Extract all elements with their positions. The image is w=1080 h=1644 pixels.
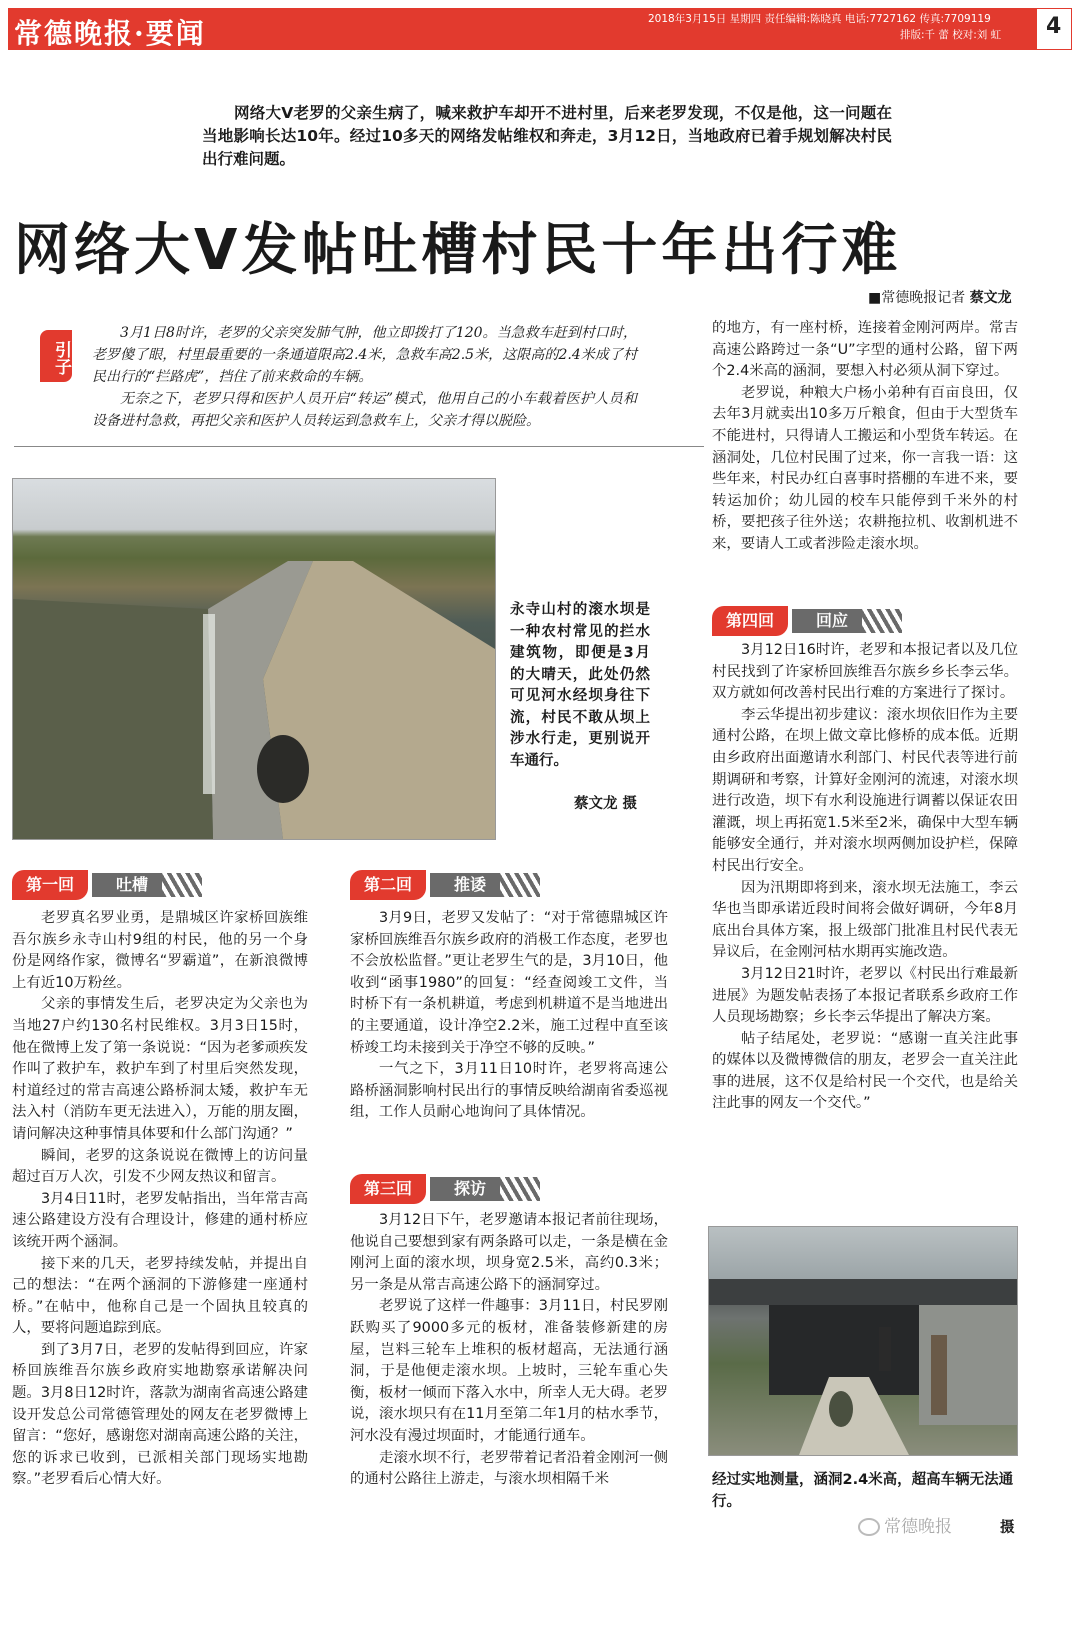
dam-photo (12, 478, 496, 840)
dam-photo-caption: 永寺山村的滚水坝是一种农村常见的拦水建筑物，即便是3月的大晴天，此处仍然可见河水经坝身往下流，村民不敢从坝上涉水行走，更别说开车通行。 (510, 602, 650, 769)
body-paragraph: 接下来的几天，老罗持续发帖，并提出自己的想法：“在两个涵洞的下游修建一座通村桥。”在帖中，他称自己是一个固执且较真的人，要将问题追踪到底。 (12, 1255, 308, 1337)
intro-paragraph: 3月1日8时许，老罗的父亲突发肺气肿，他立即拨打了120。当急救车赶到村口时，老罗傻了眼，村里最重要的一条通道限高2.4米，急救车高2.5米，这限高的2.4米成了村民出行的“拦路虎”，挡住了前来救命的车辆。 (92, 325, 637, 385)
body-paragraph: 老罗说了这样一件趣事：3月11日，村民罗刚跃购买了9000多元的板材，准备装修新建的房屋，岂料三轮车上堆积的板材超高，无法通行涵洞，于是他便走滚水坝。上坡时，三轮车重心失衡，板材一倾而下落入水中，所幸人无大碍。老罗说，滚水坝只有在11月至第二年1月的枯水季节，河水没有漫过坝面时，才能通行通车。 (350, 1298, 668, 1444)
issue-info-line2: 排版:千 蕾 校对:刘 虹 (900, 29, 1002, 41)
body-paragraph: 老罗说，种粮大户杨小弟种有百亩良田，仅去年3月就卖出10多万斤粮食，但由于大型货车不能进村，只得请人工搬运和小型货车转运。在涵洞处，几位村民围了过来，你一言我一语：这些年来，村民办红白喜事时搭棚的车进不来，要转运加价；幼儿园的校车只能停到千米外的村桥，要把孩子往外送；农耕拖拉机、收割机进不来，要请人工或者涉险走滚水坝。 (712, 384, 1018, 552)
section-tag-1 (12, 870, 212, 900)
body-paragraph: 的地方，有一座村桥，连接着金刚河两岸。常吉高速公路跨过一条“U”字型的通村公路，留下两个2.4米高的涵洞，要想入村必须从洞下穿过。 (712, 320, 1018, 380)
person-figure (879, 1327, 891, 1371)
lead-paragraph: 网络大Ⅴ老罗的父亲生病了，喊来救护车却开不进村里，后来老罗发现，不仅是他，这一问题在当地影响长达10年。经过10多天的网络发帖维权和奔走，3月12日，当地政府已着手规划解决村民出行难问题。 (202, 104, 892, 168)
section-stripes (500, 1177, 540, 1201)
section-name: 推诿 (430, 873, 504, 897)
body-paragraph: 到了3月7日，老罗的发帖得到回应，许家桥回族维吾尔族乡政府实地勘察承诺解决问题。3月8日12时许，落款为湖南省高速公路建设开发总公司常德管理处的网友在老罗微博上留言：“您好，感谢您对湖南高速公路的关注，您的诉求已收到，已派相关部门现场实地勘察。”老罗看后心情大好。 (12, 1341, 308, 1488)
watermark-text: 常德晚报 (884, 1517, 952, 1537)
body-paragraph: 老罗真名罗业勇，是鼎城区许家桥回族维吾尔族乡永寺山村9组的村民，他的另一个身份是网络作家，微博名“罗霸道”，在新浪微博上有近10万粉丝。 (12, 910, 308, 991)
culvert-photo-illustration (709, 1227, 1017, 1455)
section-number: 第一回 (12, 870, 88, 900)
culvert-photo (708, 1226, 1018, 1456)
bridge-deck (709, 1279, 1017, 1305)
culvert-opening (257, 735, 309, 803)
waterfall (203, 614, 215, 794)
watermark (858, 1512, 952, 1537)
person-figure (829, 1391, 853, 1427)
column-1 (12, 908, 308, 1491)
column-3a (712, 318, 1018, 556)
intro-divider (14, 446, 704, 447)
body-paragraph: 帖子结尾处，老罗说：“感谢一直关注此事的媒体以及微博微信的朋友，老罗会一直关注此事的进展，这不仅是给村民一个交代，也是给关注此事的网友一个交代。” (712, 1030, 1018, 1112)
body-paragraph: 一气之下，3月11日10时许，老罗将高速公路桥涵洞影响村民出行的事情反映给湖南省委巡视组，工作人员耐心地询问了具体情况。 (350, 1061, 668, 1121)
section-number: 第三回 (350, 1174, 426, 1204)
section-tag-3 (350, 1174, 550, 1204)
body-paragraph: 走滚水坝不行，老罗带着记者沿着金刚河一侧的通村公路往上游走，与滚水坝相隔千米 (350, 1449, 668, 1488)
body-paragraph: 李云华提出初步建议：滚水坝依旧作为主要通村公路，在坝上做文章比修桥的成本低。近期由乡政府出面邀请水利部门、村民代表等进行前期调研和考察，计算好金刚河的流速，对滚水坝进行改造，坝下有水利设施进行调蓄以保证农田灌溉，坝上再拓宽1.5米至2米，确保中大型车辆能够安全通行，并对滚水坝两侧加设护栏，保障村民出行安全。 (712, 706, 1018, 874)
column-2 (350, 908, 668, 1124)
section-tag-2 (350, 870, 550, 900)
body-paragraph: 瞬间，老罗的这条说说在微博上的访问量超过百万人次，引发不少网友热议和留言。 (12, 1147, 308, 1186)
section-tag-4 (712, 606, 912, 636)
column-3b (712, 640, 1018, 1115)
headline: 网络大Ⅴ发帖吐槽村民十年出行难 (14, 218, 902, 283)
column-2b (350, 1210, 668, 1491)
body-paragraph: 因为汛期即将到来，滚水坝无法施工，李云华也当即承诺近段时间将会做好调研，今年8月底出台具体方案，报上级部门批准且村民代表无异议后，在金刚河枯水期再实施改造。 (712, 879, 1018, 961)
section-number: 第四回 (712, 606, 788, 636)
section-stripes (162, 873, 202, 897)
dam-photo-credit: 蔡文龙 摄 (574, 796, 638, 812)
river-water (13, 599, 213, 839)
dam-bank (263, 561, 495, 839)
intro-paragraph: 无奈之下，老罗只得和医护人员开启“转运”模式，他用自己的小车载着医护人员和设备进村急救，再把父亲和医护人员转运到急救车上，父亲才得以脱险。 (92, 391, 637, 429)
culvert-photo-caption: 经过实地测量，涵洞2.4米高，超高车辆无法通行。 (712, 1472, 1014, 1510)
page-number: 4 (1046, 14, 1062, 39)
person-figure (931, 1335, 947, 1415)
intro-box (92, 322, 637, 432)
culvert-photo-credit: 摄 (1000, 1520, 1015, 1536)
body-paragraph: 3月12日下午，老罗邀请本报记者前往现场，他说自己要想到家有两条路可以走，一条是横在金刚河上面的滚水坝，坝身宽2.5米，高约0.3米；另一条是从常吉高速公路下的涵洞穿过。 (350, 1212, 668, 1293)
byline-prefix: ■常德晚报记者 (868, 290, 966, 306)
issue-info-line1: 2018年3月15日 星期四 责任编辑:陈晓真 电话:7727162 传真:7709119 (648, 13, 991, 25)
section-name: 回应 (792, 609, 866, 633)
section-name: 吐槽 (92, 873, 166, 897)
section-stripes (500, 873, 540, 897)
byline-name: 蔡文龙 (969, 290, 1012, 306)
intro-tag: 引子 (40, 330, 72, 382)
wechat-icon (858, 1518, 880, 1536)
section-name: 探访 (430, 1177, 504, 1201)
section-number: 第二回 (350, 870, 426, 900)
newspaper-title: 常德晚报·要闻 (14, 17, 206, 50)
dam-photo-illustration (13, 479, 495, 839)
body-paragraph: 3月12日16时许，老罗和本报记者以及几位村民找到了许家桥回族维吾尔族乡乡长李云华。双方就如何改善村民出行难的方案进行了探讨。 (712, 642, 1018, 702)
section-stripes (862, 609, 902, 633)
body-paragraph: 3月9日，老罗又发帖了：“对于常德鼎城区许家桥回族维吾尔族乡政府的消极工作态度，老罗也不会放松监督。”更让老罗生气的是，3月10日，他收到“函事1980”的回复：“经查阅竣工文件，当时桥下有一条机耕道，考虑到机耕道不是当地进出的主要通道，设计净空2.2米，施工过程中直至该桥竣工均未接到关于净空不够的反映。” (350, 910, 668, 1056)
body-paragraph: 父亲的事情发生后，老罗决定为父亲也为当地27户约130名村民维权。3月3日15时，他在微博上发了第一条说说：“因为老爹顽疾发作叫了救护车，救护车到了村里后突然发现，村道经过的常吉高速公路桥洞太矮，救护车无法入村（消防车更无法进入），万能的朋友圈，请问解决这种事情具体要和什么部门沟通？” (12, 996, 308, 1142)
body-paragraph: 3月4日11时，老罗发帖指出，当年常吉高速公路建设方没有合理设计，修建的通村桥应该统开两个涵洞。 (12, 1190, 308, 1250)
issue-info (648, 11, 1001, 43)
byline (868, 287, 1012, 307)
body-paragraph: 3月12日21时许，老罗以《村民出行难最新进展》为题发帖表扬了本报记者联系乡政府工作人员现场勘察；乡长李云华提出了解决方案。 (712, 965, 1018, 1026)
